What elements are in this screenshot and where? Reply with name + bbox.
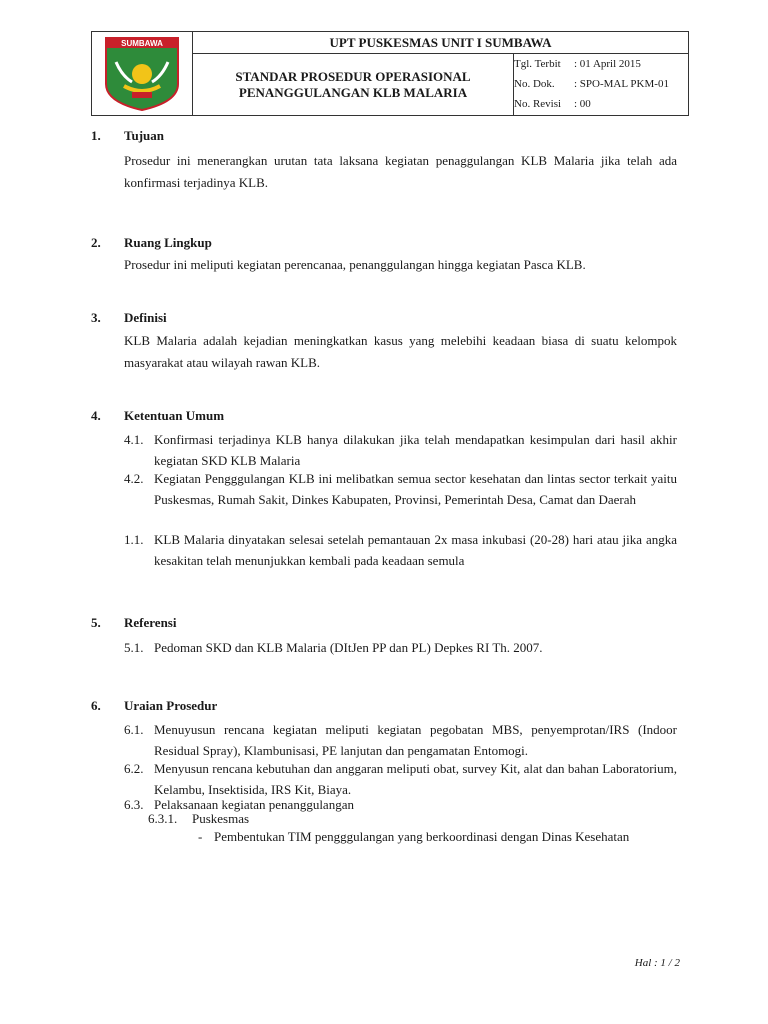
section-1-title: Tujuan [124,128,164,143]
meta-revision: No. Revisi : 00 [514,98,591,110]
section-1-text: Prosedur ini menerangkan urutan tata laksana kegiatan penaggulangan KLB Malaria jika telah ada konfirmasi terjadinya KLB. [124,153,677,190]
logo-cell [92,32,193,115]
meta-doc-number: No. Dok. : SPO-MAL PKM-01 [514,78,669,90]
list-item: 6.3. Pelaksanaan kegiatan penanggulangan [124,797,354,812]
section-2-text: Prosedur ini meliputi kegiatan perencanaa, penanggulangan hingga kegiatan Pasca KLB. [124,257,586,272]
section-5-title: Referensi [124,615,177,630]
list-item: 4.2. Kegiatan Pengggulangan KLB ini melibatkan semua sector kesehatan dan lintas sector terkait yaitu Puskesmas, Rumah Sakit, Dinkes Kabupaten, Provinsi, Pemerintah Desa, Camat dan Daerah [124,471,677,507]
section-6-number: 6. [91,698,101,713]
section-4-title: Ketentuan Umum [124,408,225,423]
sumbawa-emblem-logo [102,36,182,112]
list-item: 4.1. Konfirmasi terjadinya KLB hanya dilakukan jika telah mendapatkan kesimpulan dari hasil akhir kegiatan SKD KLB Malaria [124,432,677,468]
sub-item: 6.3.1. Puskesmas [148,811,250,826]
list-item: 1.1. KLB Malaria dinyatakan selesai setelah pemantauan 2x masa inkubasi (20-28) hari atau jika angka kesakitan telah menunjukkan kembali pada keadaan semula [124,532,677,568]
section-3-number: 3. [91,310,101,325]
title-line-1: STANDAR PROSEDUR OPERASIONAL [235,68,471,84]
section-5-number: 5. [91,615,101,630]
list-item: 5.1. Pedoman SKD dan KLB Malaria (DItJen PP dan PL) Depkes RI Th. 2007. [124,640,543,655]
meta-issue-date: Tgl. Terbit : 01 April 2015 [514,58,641,70]
section-2-title: Ruang Lingkup [124,235,212,250]
section-6-title: Uraian Prosedur [124,698,218,713]
section-1-number: 1. [91,128,101,143]
dash-bullet-icon: - [198,829,203,844]
bullet-item: - Pembentukan TIM pengggulangan yang berkoordinasi dengan Dinas Kesehatan [198,826,677,870]
section-3-text: KLB Malaria adalah kejadian meningkatkan kasus yang melebihi keadaan biasa di suatu kelompok masyarakat atau wilayah rawan KLB. [124,333,677,370]
title-line-2: PENANGGULANGAN KLB MALARIA [238,84,468,100]
section-3-title: Definisi [124,310,167,325]
document-header [91,31,689,116]
section-4-number: 4. [91,408,101,423]
section-2-number: 2. [91,235,101,250]
page-number: Hal : 1 / 2 [634,957,680,969]
logo-label: SUMBAWA [121,39,163,48]
list-item: 6.1. Menuyusun rencana kegiatan meliputi kegiatan pegobatan MBS, penyemprotan/IRS (Indoor Residual Spray), Klambunisasi, PE lanjutan dan pengamatan Entomogi. [124,722,677,758]
list-item: 6.2. Menyusun rencana kebutuhan dan anggaran meliputi obat, survey Kit, alat dan bahan Laboratorium, Kelambu, Insektisida, IRS Kit, Biaya. [124,761,677,797]
organization-name: UPT PUSKESMAS UNIT I SUMBAWA [193,32,688,54]
document-title [193,54,514,115]
document-meta [514,54,688,115]
